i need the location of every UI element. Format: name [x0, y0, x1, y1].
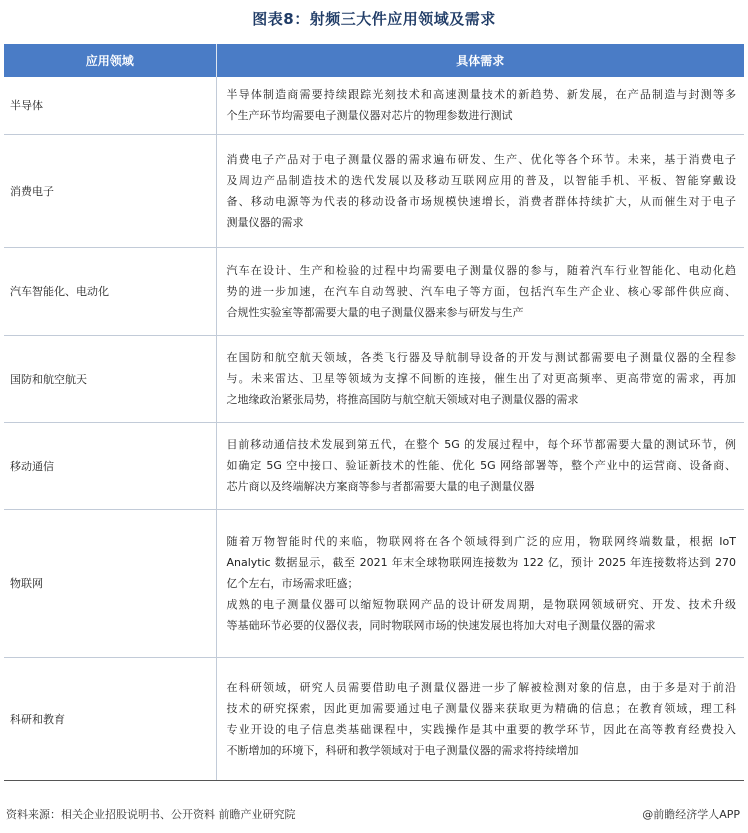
- demand-text-line: 专业开设的电子信息类基础课程中，实践操作是其中重要的教学环节，因此在高等教育经费投入: [226, 722, 736, 736]
- demand-cell: [216, 247, 744, 335]
- application-area-cell: 汽车智能化、电动化: [4, 247, 216, 335]
- demand-text-line: 之地缘政治紧张局势，将推高国防与航空航天领域对电子测量仪器的需求: [226, 393, 579, 406]
- demand-text-line: Analytic 数据显示，截至 2021 年末全球物联网连接数为 122 亿，预计 2025 年连接数将达到 270: [226, 555, 736, 569]
- demand-text-line: 芯片商以及终端解决方案商等参与者都需要大量的电子测量仪器: [226, 480, 535, 493]
- demand-text-line: 在国防和航空航天领域，各类飞行器及导航制导设备的开发与测试都需要电子测量仪器的全程参: [226, 351, 736, 364]
- demand-cell: [216, 422, 744, 509]
- table-row: [4, 134, 744, 247]
- application-area-cell: 科研和教育: [4, 657, 216, 780]
- demand-text-line: 随着万物智能时代的来临，物联网将在各个领域得到广泛的应用，物联网终端数量，根据 IoT: [226, 534, 736, 548]
- demand-text-line: 测量仪器的需求: [226, 215, 304, 229]
- source-note: 资料来源：相关企业招股说明书、公开资料 前瞻产业研究院: [6, 808, 296, 821]
- table-row: [4, 509, 744, 657]
- demand-text-line: 亿个左右，市场需求旺盛；: [226, 576, 359, 590]
- table-row: [4, 657, 744, 780]
- demand-text-line: 备、移动电源等为代表的移动设备市场规模快速增长，消费者群体持续扩大，从而催生对于电子: [226, 194, 736, 208]
- demand-text-line: 在科研领域，研究人员需要借助电子测量仪器进一步了解被检测对象的信息，由于多是对于前沿: [226, 680, 736, 694]
- application-area-cell: 半导体: [4, 77, 216, 134]
- demand-text-line: 汽车在设计、生产和检验的过程中均需要电子测量仪器的参与，随着汽车行业智能化、电动化趋: [226, 263, 736, 277]
- demand-text-line: 及周边产品制造技术的迭代发展以及移动互联网应用的普及，以智能手机、平板、智能穿戴设: [226, 173, 736, 187]
- demand-cell: [216, 657, 744, 780]
- demand-text-line: 合规性实验室等都需要大量的电子测量仪器来参与研发与生产: [226, 305, 524, 319]
- demand-text-line: 成熟的电子测量仪器可以缩短物联网产品的设计研发周期，是物联网领域研究、开发、技术升级: [226, 597, 736, 611]
- table-row: [4, 335, 744, 422]
- table-row: [4, 77, 744, 134]
- demand-text-line: 半导体制造商需要持续跟踪光刻技术和高速测量技术的新趋势、新发展，在产品制造与封测等多: [226, 88, 736, 102]
- header-application-area: 应用领域: [4, 44, 216, 77]
- demand-cell: [216, 509, 744, 657]
- table-body: [4, 77, 744, 780]
- demand-cell: [216, 77, 744, 134]
- brand-text: @前瞻经济学人APP: [642, 808, 740, 821]
- demand-text-line: 势的进一步加速，在汽车自动驾驶、汽车电子等方面，包括汽车生产企业、核心零部件供应商、: [226, 284, 736, 298]
- application-area-cell: 移动通信: [4, 422, 216, 509]
- demand-text-line: 如确定 5G 空中接口、验证新技术的性能、优化 5G 网络部署等，整个产业中的运营商、设备商、: [226, 459, 736, 472]
- demand-text-line: 不断增加的环境下，科研和教学领域对于电子测量仪器的需求将持续增加: [226, 743, 579, 757]
- brand-credit: [642, 806, 740, 822]
- demand-cell: [216, 335, 744, 422]
- demand-text-line: 等基础环节必要的仪器仪表，同时物联网市场的快速发展也将加大对电子测量仪器的需求: [226, 618, 656, 632]
- application-area-cell: 国防和航空航天: [4, 335, 216, 422]
- demand-text-line: 技术的研究探索，因此更加需要通过电子测量仪器来获取更为精确的信息；在教育领域，理工科: [226, 701, 736, 715]
- demand-text-line: 消费电子产品对于电子测量仪器的需求遍布研发、生产、优化等各个环节。未来，基于消费电子: [226, 152, 736, 166]
- demand-cell: [216, 134, 744, 247]
- table-row: [4, 247, 744, 335]
- figure-title: 图表8：射频三大件应用领域及需求: [252, 10, 496, 28]
- demand-text-line: 与。未来雷达、卫星等领域为支撑不间断的连接，催生出了对更高频率、更高带宽的需求，再加: [226, 372, 736, 385]
- application-area-cell: 物联网: [4, 509, 216, 657]
- application-area-cell: 消费电子: [4, 134, 216, 247]
- table-row: [4, 422, 744, 509]
- demand-text-line: 目前移动通信技术发展到第五代，在整个 5G 的发展过程中，每个环节都需要大量的测试环节，例: [226, 438, 736, 451]
- demand-table: [4, 44, 744, 781]
- header-specific-demand: 具体需求: [216, 44, 744, 77]
- demand-text-line: 个生产环节均需要电子测量仪器对芯片的物理参数进行测试: [226, 109, 513, 123]
- table-header-row: [4, 44, 744, 77]
